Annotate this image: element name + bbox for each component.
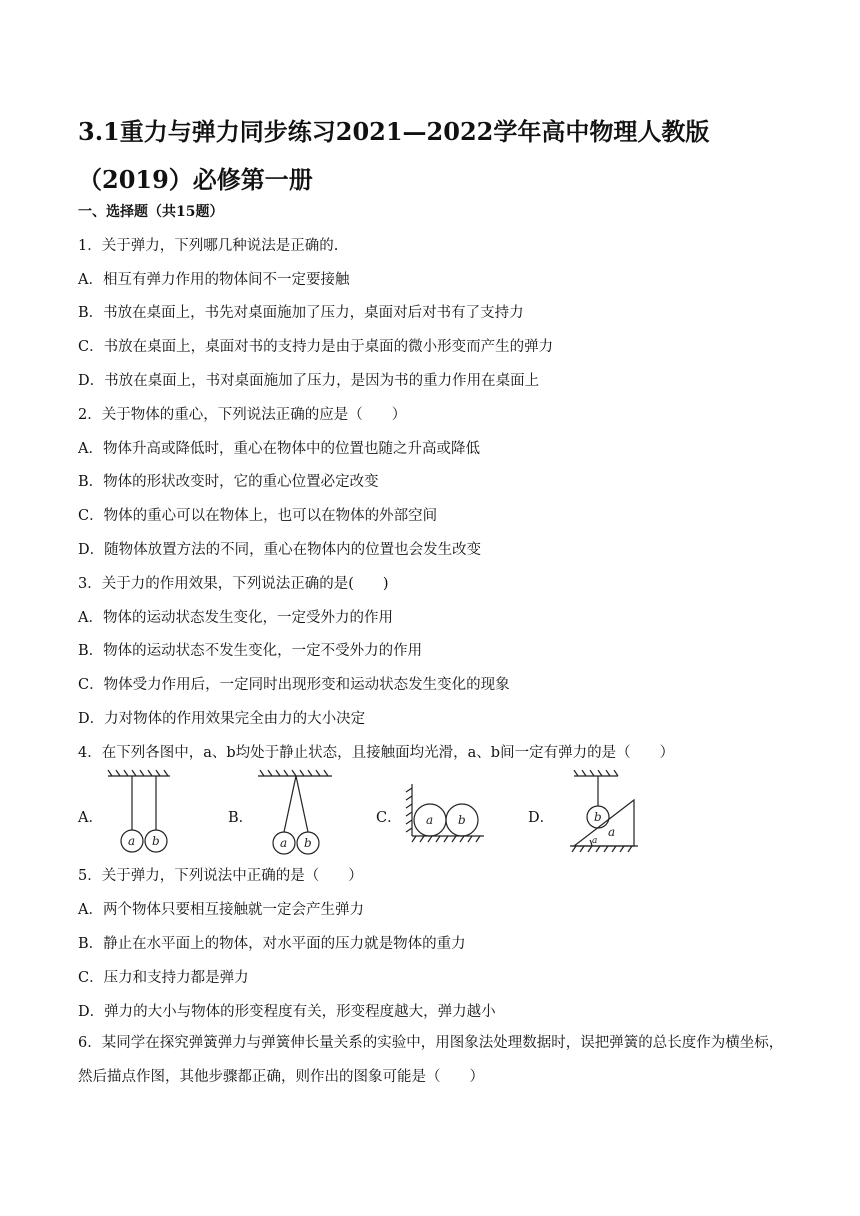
question-2-stem: 2．关于物体的重心，下列说法正确的应是（ ） [78,407,407,423]
question-5-option-d: D．弹力的大小与物体的形变程度有关，形变程度越大，弹力越小 [78,1004,496,1020]
question-5-stem: 5．关于弹力，下列说法中正确的是（ ） [78,868,363,884]
figure-b-label: B． [228,810,254,826]
question-3-stem: 3．关于力的作用效果，下列说法正确的是( ) [78,576,389,592]
question-3-option-c: C．物体受力作用后，一定同时出现形变和运动状态发生变化的现象 [78,677,510,693]
ball-a-label: a [426,813,434,827]
question-1-option-a: A．相互有弹力作用的物体间不一定要接触 [78,272,350,288]
question-4-stem: 4．在下列各图中，a、b均处于静止状态，且接触面均光滑，a、b间一定有弹力的是（ ） [78,745,675,761]
question-5-option-b: B．静止在水平面上的物体，对水平面的压力就是物体的重力 [78,936,466,952]
figure-a-diagram [104,768,194,860]
figure-b-diagram [254,768,344,860]
figure-d-diagram [568,770,642,856]
block-a-label: a [608,825,616,839]
question-1-stem: 1．关于弹力，下列哪几种说法是正确的. [78,238,339,254]
question-2-option-b: B．物体的形状改变时，它的重心位置必定改变 [78,474,379,490]
ball-b-label: b [458,813,466,827]
question-1-option-d: D．书放在桌面上，书对桌面施加了压力，是因为书的重力作用在桌面上 [78,373,540,389]
question-2-option-c: C．物体的重心可以在物体上，也可以在物体的外部空间 [78,508,438,524]
ball-a-label: a [128,834,136,848]
ball-b-label: b [594,810,602,824]
question-6-stem: 6．某同学在探究弹簧弹力与弹簧伸长量关系的实验中，用图象法处理数据时，误把弹簧的总长度作为横坐标，然后描点作图，其他步骤都正确，则作出的图象可能是（ ） [78,1035,784,1085]
section-heading: 一、选择题（共15题） [78,204,224,220]
question-1-option-b: B．书放在桌面上，书先对桌面施加了压力，桌面对后对书有了支持力 [78,305,524,321]
question-2-option-a: A．物体升高或降低时，重心在物体中的位置也随之升高或降低 [78,441,480,457]
figure-c-diagram [402,780,492,848]
question-3-option-d: D．力对物体的作用效果完全由力的大小决定 [78,711,366,727]
question-3-option-a: A．物体的运动状态发生变化，一定受外力的作用 [78,610,393,626]
angle-a-label: a [592,836,598,846]
ball-a-label: a [280,836,288,850]
question-1-option-c: C．书放在桌面上，桌面对书的支持力是由于桌面的微小形变而产生的弹力 [78,339,554,355]
question-2-option-d: D．随物体放置方法的不同，重心在物体内的位置也会发生改变 [78,542,482,558]
question-5-option-a: A．两个物体只要相互接触就一定会产生弹力 [78,902,364,918]
question-3-option-b: B．物体的运动状态不发生变化，一定不受外力的作用 [78,643,423,659]
question-5-option-c: C．压力和支持力都是弹力 [78,970,249,986]
figure-c-label: C． [376,810,402,826]
figure-d-label: D． [528,810,555,826]
page-title: 3.1重力与弹力同步练习2021—2022学年高中物理人教版（2019）必修第一册 [78,117,710,194]
ball-b-label: b [152,834,160,848]
ball-b-label: b [304,836,312,850]
figure-a-label: A． [78,810,103,826]
